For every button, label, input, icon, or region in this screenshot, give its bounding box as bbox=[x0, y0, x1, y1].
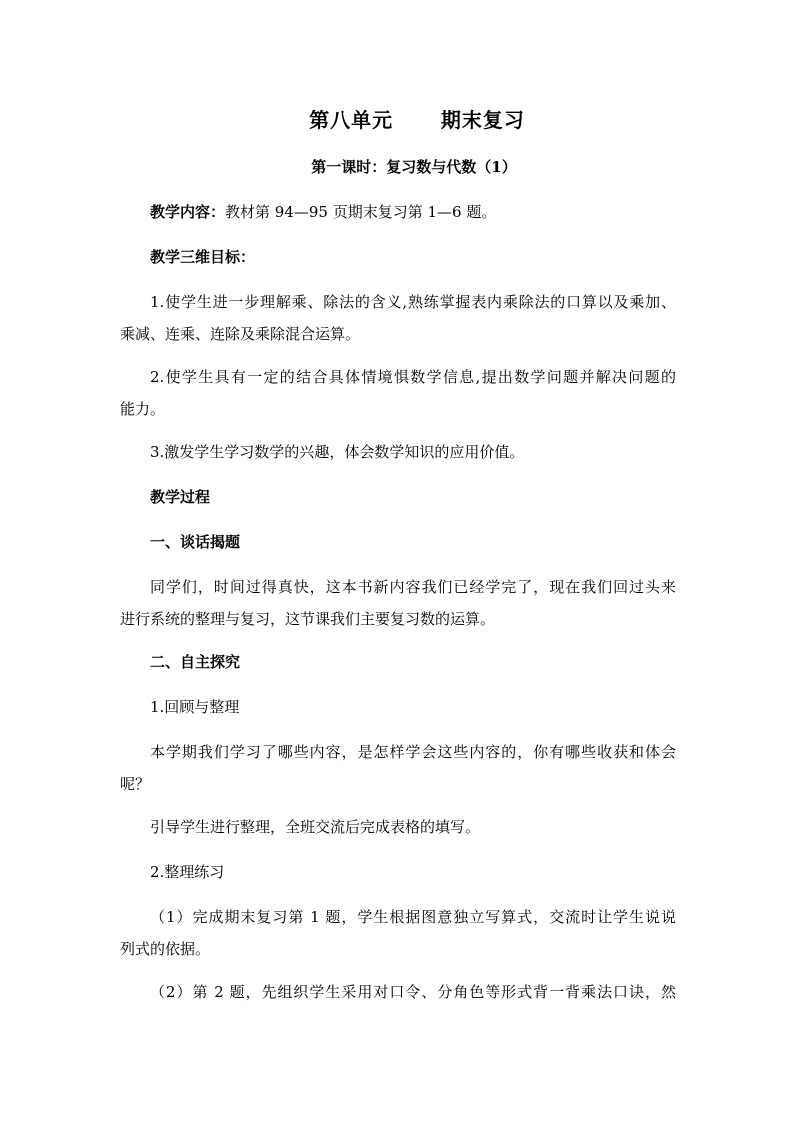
goals-heading: 教学三维目标： bbox=[150, 248, 256, 266]
unit-title: 第八单元 期末复习 bbox=[309, 108, 525, 132]
goal-3: 3.激发学生学习数学的兴趣，体会数学知识的应用价值。 bbox=[150, 443, 525, 461]
lesson-subtitle: 第一课时：复习数与代数（1） bbox=[311, 158, 517, 176]
subsection-1-guide: 引导学生进行整理，全班交流后完成表格的填写。 bbox=[150, 818, 481, 836]
teaching-content-text: 教材第 94—95 页期末复习第 1—6 题。 bbox=[225, 203, 497, 221]
section-2-heading: 二、自主探究 bbox=[150, 653, 241, 671]
goal-2-line-2: 能力。 bbox=[120, 400, 166, 418]
section-1-heading: 一、谈话揭题 bbox=[150, 533, 241, 551]
section-1-line-1: 同学们，时间过得真快，这本书新内容我们已经学完了，现在我们回过头来 bbox=[150, 578, 676, 596]
process-heading: 教学过程 bbox=[150, 488, 211, 506]
subsection-1-line-1: 本学期我们学习了哪些内容，是怎样学会这些内容的，你有哪些收获和体会 bbox=[150, 743, 676, 761]
teaching-content-label: 教学内容： bbox=[150, 203, 226, 221]
item-2-line-1: （2）第 2 题，先组织学生采用对口令、分角色等形式背一背乘法口诀，然 bbox=[150, 983, 676, 1001]
item-1-line-1: （1）完成期末复习第 1 题，学生根据图意独立写算式，交流时让学生说说 bbox=[150, 908, 676, 926]
subsection-1-line-2: 呢？ bbox=[120, 775, 151, 793]
goal-2-line-1: 2.使学生具有一定的结合具体情境惧数学信息,提出数学问题并解决问题的 bbox=[150, 368, 676, 386]
goal-1-line-2: 乘减、连乘、连除及乘除混合运算。 bbox=[120, 325, 361, 343]
section-1-line-2: 进行系统的整理与复习，这节课我们主要复习数的运算。 bbox=[120, 610, 496, 628]
subsection-2-heading: 2.整理练习 bbox=[150, 863, 225, 881]
goal-1-line-1: 1.使学生进一步理解乘、除法的含义,熟练掌握表内乘除法的口算以及乘加、 bbox=[150, 293, 676, 311]
teaching-content-line bbox=[150, 196, 676, 228]
subsection-1-heading: 1.回顾与整理 bbox=[150, 698, 240, 716]
item-1-line-2: 列式的依据。 bbox=[120, 940, 211, 958]
